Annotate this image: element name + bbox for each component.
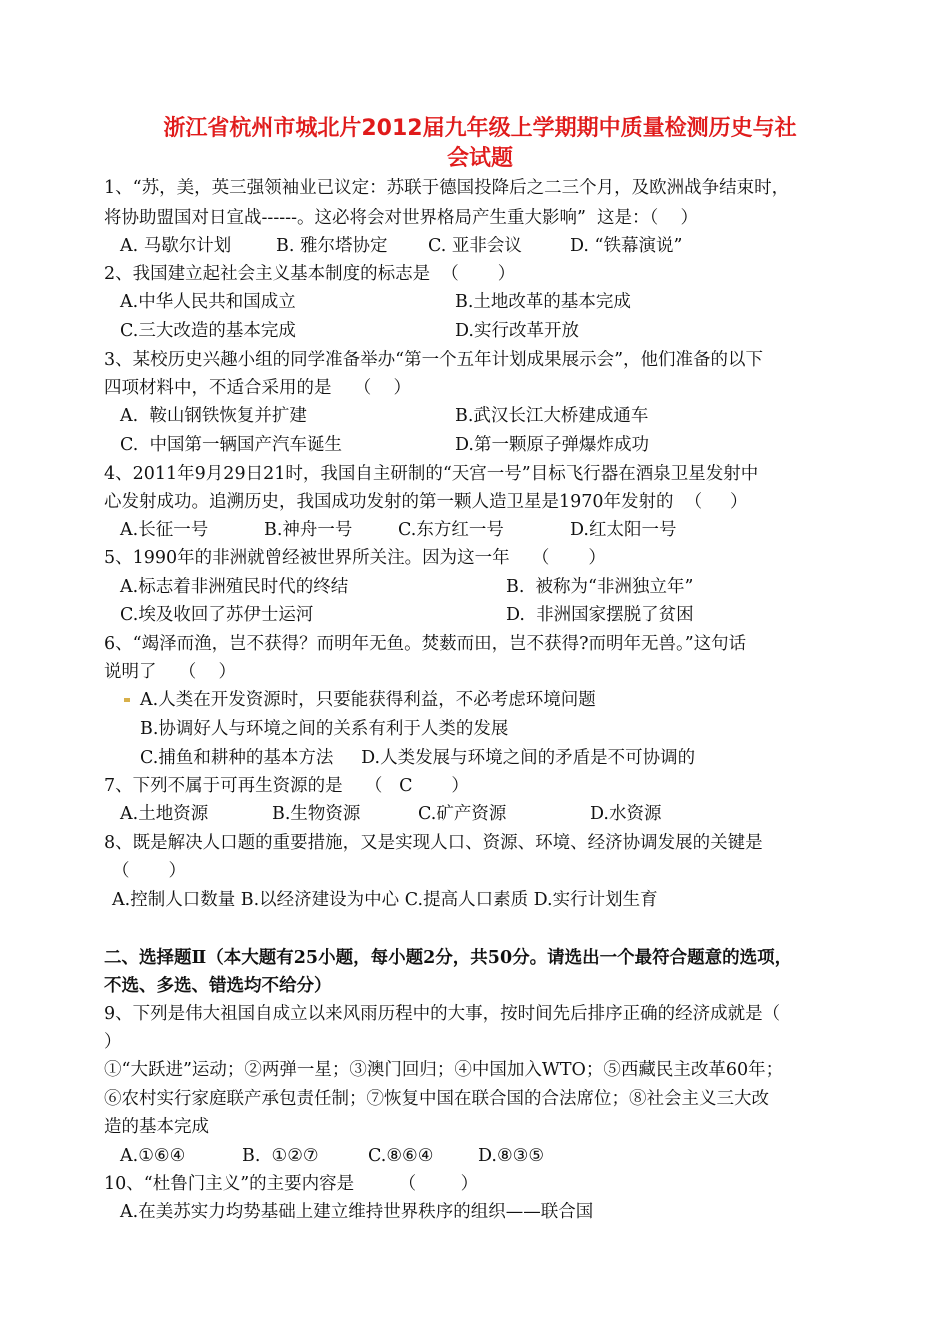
question-6-text: 6、“竭泽而渔，岂不获得？而明年无鱼。焚薮而田，岂不获得?而明年无兽。”这句话 [104, 634, 747, 654]
question-6-text-cont: 说明了 （ ） [104, 662, 237, 682]
question-8-text-cont: （ ） [112, 861, 186, 881]
q4-option-a: A.长征一号 [120, 520, 209, 540]
q9-option-c: C.⑧⑥④ [368, 1146, 434, 1166]
question-9-items-3: 造的基本完成 [104, 1117, 209, 1137]
q4-option-b: B.神舟一号 [264, 520, 353, 540]
q6-option-a: A.人类在开发资源时，只要能获得利益，不必考虑环境问题 [140, 690, 596, 710]
q9-option-a: A.①⑥④ [120, 1146, 186, 1166]
question-9-text-cont: ） [104, 1032, 122, 1052]
q5-option-d: D. 非洲国家摆脱了贫困 [506, 605, 694, 625]
q10-option-a: A.在美苏实力均势基础上建立维持世界秩序的组织——联合国 [120, 1202, 594, 1222]
q2-option-a: A.中华人民共和国成立 [120, 292, 296, 312]
question-5-text: 5、1990年的非洲就曾经被世界所关注。因为这一年 （ ） [104, 548, 606, 568]
q2-option-d: D.实行改革开放 [455, 321, 579, 341]
q3-option-d: D.第一颗原子弹爆炸成功 [455, 435, 649, 455]
q4-option-d: D.红太阳一号 [570, 520, 677, 540]
question-1-text-cont: 将协助盟国对日宣战------。这必将会对世界格局产生重大影响” 这是：（ ） [104, 208, 699, 228]
question-3-text-cont: 四项材料中，不适合采用的是 （ ） [104, 378, 412, 398]
q9-option-b: B. ①②⑦ [242, 1146, 319, 1166]
q2-option-c: C.三大改造的基本完成 [120, 321, 296, 341]
section-2-heading: 二、选择题Ⅱ（本大题有25小题，每小题2分，共50分。请选出一个最符合题意的选项， [104, 948, 793, 968]
question-9-text: 9、下列是伟大祖国自成立以来风雨历程中的大事，按时间先后排序正确的经济成就是（ [104, 1004, 781, 1024]
section-2-heading-cont: 不选、多选、错选均不给分） [104, 976, 332, 996]
q3-option-c: C. 中国第一辆国产汽车诞生 [120, 435, 342, 455]
q7-option-c: C.矿产资源 [418, 804, 507, 824]
q3-option-a: A. 鞍山钢铁恢复并扩建 [120, 406, 307, 426]
q4-option-c: C.东方红一号 [398, 520, 504, 540]
highlight-mark [124, 698, 130, 702]
q1-option-c: C. 亚非会议 [428, 236, 522, 256]
q1-option-a: A. 马歇尔计划 [120, 236, 232, 256]
question-7-text: 7、下列不属于可再生资源的是 （ C ） [104, 776, 469, 796]
question-10-text: 10、“杜鲁门主义”的主要内容是 （ ） [104, 1174, 479, 1194]
title-line-2: 会试题 [446, 146, 513, 171]
q5-option-a: A.标志着非洲殖民时代的终结 [120, 577, 349, 597]
document-title [100, 114, 860, 174]
q7-option-b: B.生物资源 [272, 804, 361, 824]
question-4-text: 4、2011年9月29日21时，我国自主研制的“天宫一号”目标飞行器在酒泉卫星发射中 [104, 464, 759, 484]
q7-option-d: D.水资源 [590, 804, 662, 824]
question-4-text-cont: 心发射成功。追溯历史，我国成功发射的第一颗人造卫星是1970年发射的 （ ） [104, 492, 748, 512]
q8-options: A.控制人口数量 B.以经济建设为中心 C.提高人口素质 D.实行计划生育 [112, 890, 658, 910]
q5-option-c: C.埃及收回了苏伊士运河 [120, 605, 314, 625]
question-8-text: 8、既是解决人口题的重要措施，又是实现人口、资源、环境、经济协调发展的关键是 [104, 833, 763, 853]
q9-option-d: D.⑧③⑤ [478, 1146, 545, 1166]
q1-option-b: B. 雅尔塔协定 [276, 236, 388, 256]
title-line-1: 浙江省杭州市城北片2012届九年级上学期期中质量检测历史与社 [163, 116, 797, 141]
question-9-items-2: ⑥农村实行家庭联产承包责任制；⑦恢复中国在联合国的合法席位；⑧社会主义三大改 [104, 1089, 769, 1109]
q2-option-b: B.土地改革的基本完成 [455, 292, 631, 312]
question-9-items-1: ①“大跃进”运动；②两弹一星；③澳门回归；④中国加入WTO；⑤西藏民主改革60年； [104, 1060, 784, 1080]
question-1-text: 1、“苏，美，英三强领袖业已议定：苏联于德国投降后之二三个月，及欧洲战争结束时， [104, 178, 790, 198]
q5-option-b: B. 被称为“非洲独立年” [506, 577, 694, 597]
q3-option-b: B.武汉长江大桥建成通车 [455, 406, 649, 426]
q7-option-a: A.土地资源 [120, 804, 209, 824]
q6-option-b: B.协调好人与环境之间的关系有利于人类的发展 [140, 719, 509, 739]
question-3-text: 3、某校历史兴趣小组的同学准备举办“第一个五年计划成果展示会”，他们准备的以下 [104, 350, 764, 370]
q1-option-d: D. “铁幕演说” [570, 236, 683, 256]
question-2-text: 2、我国建立起社会主义基本制度的标志是 （ ） [104, 264, 516, 284]
q6-option-c-d: C.捕鱼和耕种的基本方法 D.人类发展与环境之间的矛盾是不可协调的 [140, 748, 696, 768]
